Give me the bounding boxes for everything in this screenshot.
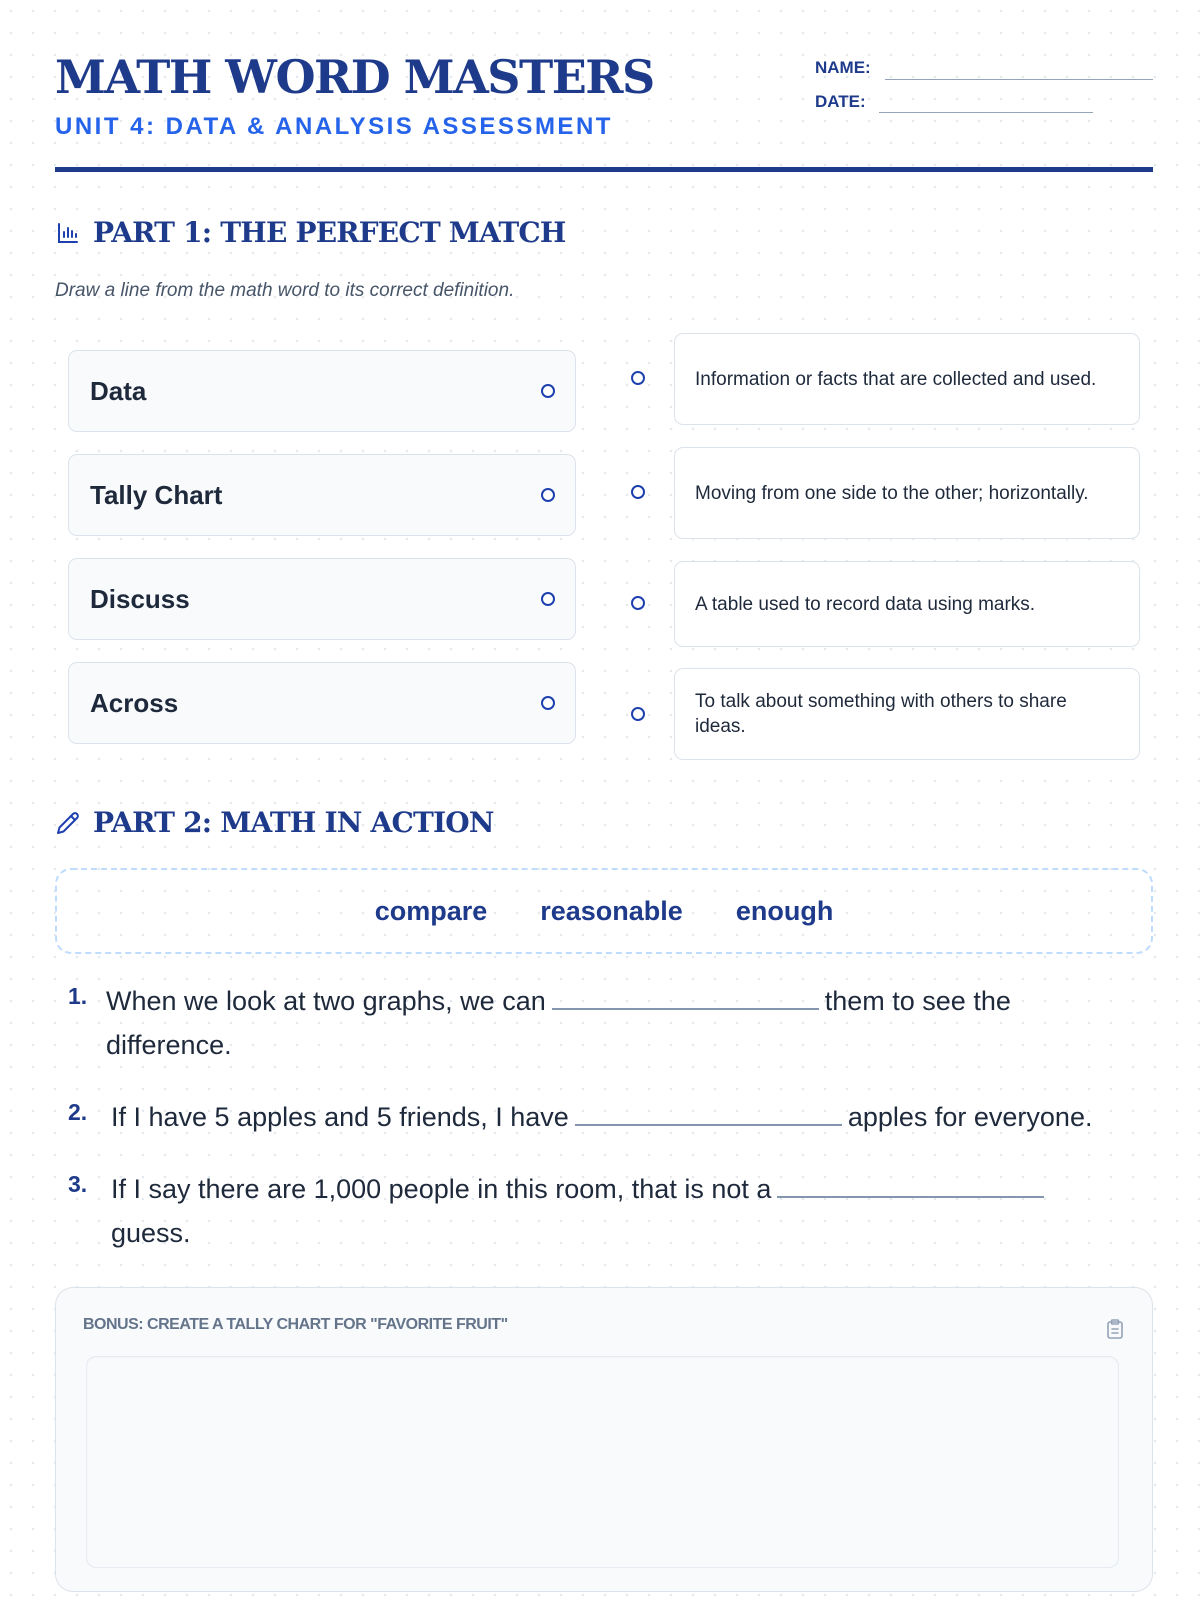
bonus-section [55,1287,1153,1592]
word-bank [55,868,1153,954]
match-word-tally-chart [68,454,576,536]
match-word-label: Across [90,687,179,718]
match-word-across [68,662,576,744]
match-point-word-1[interactable] [541,384,555,398]
part1-title: PART 1: THE PERFECT MATCH [93,216,566,249]
pencil-icon [55,810,81,836]
name-label: NAME: [815,58,871,77]
worksheet-header [55,0,1153,172]
answer-blank-1[interactable] [552,1008,819,1010]
definition-text: A table used to record data using marks. [695,593,1036,615]
question-number: 1. [68,983,88,1009]
match-definition-3 [674,561,1140,647]
page-title: MATH WORD MASTERS [55,50,654,104]
answer-blank-2[interactable] [575,1124,842,1126]
part1-instruction: Draw a line from the math word to its correct definition. [55,280,515,301]
match-point-def-4[interactable] [631,707,645,721]
bar-chart-icon [55,220,81,246]
question-text [111,1167,1111,1255]
question-text-after: guess. [111,1218,191,1248]
match-definition-1 [674,333,1140,425]
worksheet [55,0,1153,1333]
date-label: DATE: [815,92,866,111]
word-bank-item: compare [374,895,488,926]
question-text-after: apples for everyone. [847,1102,1093,1132]
part2-heading [55,806,494,839]
match-point-word-2[interactable] [541,488,555,502]
date-field[interactable] [879,112,1093,113]
question-text-after: them to see the difference. [106,986,1011,1060]
bonus-title: BONUS: CREATE A TALLY CHART FOR "FAVORITE FRUIT" [83,1316,508,1333]
question-text-before: If I say there are 1,000 people in this room, that is not a [111,1174,772,1204]
match-point-word-3[interactable] [541,592,555,606]
name-field[interactable] [885,79,1153,80]
match-definition-2 [674,447,1140,539]
answer-blank-3[interactable] [777,1196,1044,1198]
part2-title: PART 2: MATH IN ACTION [93,806,494,839]
match-point-def-2[interactable] [631,485,645,499]
definition-text: Information or facts that are collected and used. [695,368,1097,390]
match-word-label: Tally Chart [90,479,223,510]
match-word-data [68,350,576,432]
question-2 [55,1099,1153,1149]
question-text-before: If I have 5 apples and 5 friends, I have [111,1102,569,1132]
definition-text: To talk about something with others to share ideas. [695,691,1067,737]
match-definition-4 [674,668,1140,760]
tally-chart-area[interactable] [86,1356,1119,1568]
page-subtitle: UNIT 4: DATA & ANALYSIS ASSESSMENT [55,113,613,140]
match-word-discuss [68,558,576,640]
part1-heading [55,216,566,249]
match-word-label: Discuss [90,583,190,614]
definition-text: Moving from one side to the other; horizontally. [695,482,1089,504]
question-3 [55,1171,1153,1261]
match-point-word-4[interactable] [541,696,555,710]
question-text [106,979,1106,1067]
clipboard-icon [1106,1319,1124,1344]
question-text [111,1095,1153,1139]
word-bank-item: reasonable [540,895,683,926]
question-number: 3. [68,1171,88,1197]
question-1 [55,983,1153,1073]
match-word-label: Data [90,375,147,406]
question-number: 2. [68,1099,88,1125]
question-text-before: When we look at two graphs, we can [106,986,546,1016]
word-bank-item: enough [735,895,834,926]
match-point-def-3[interactable] [631,596,645,610]
match-point-def-1[interactable] [631,371,645,385]
